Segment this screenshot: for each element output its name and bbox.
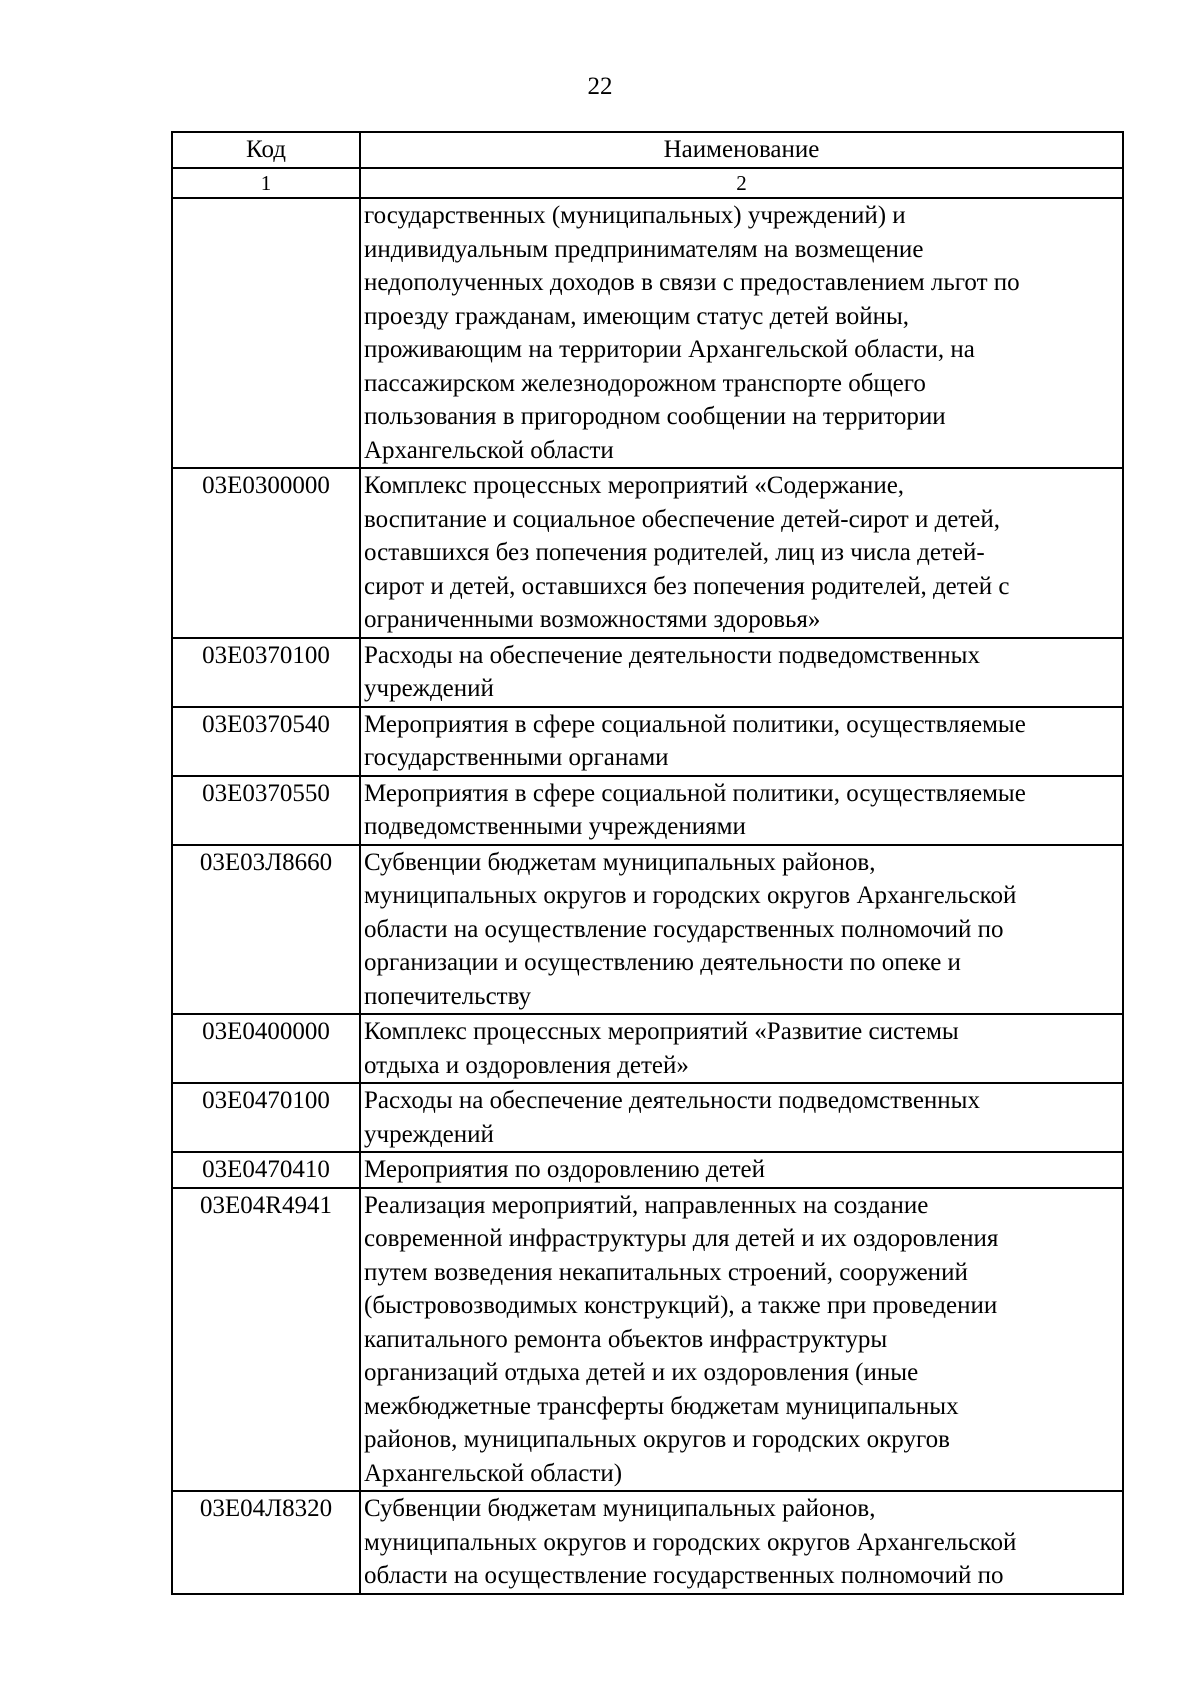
- row-name: [360, 198, 1123, 468]
- row-name-line: пассажирском железнодорожном транспорте общего: [364, 369, 926, 397]
- row-name-line: воспитание и социальное обеспечение детей-сирот и детей,: [364, 505, 1001, 533]
- row-name-line: сирот и детей, оставшихся без попечения родителей, детей с: [364, 572, 1010, 600]
- row-name-line: муниципальных округов и городских округов Архангельской: [364, 882, 1017, 909]
- row-name-line: проживающим на территории Архангельской области, на: [364, 336, 975, 363]
- row-name: [360, 1083, 1123, 1152]
- row-name-line: ограниченными возможностями здоровья»: [364, 606, 821, 633]
- row-name-line: учреждений: [364, 1120, 494, 1148]
- row-code: 03Е04Л8320: [172, 1491, 360, 1594]
- header-code: Код: [172, 132, 360, 168]
- row-name-line: (быстровозводимых конструкций), а также при проведении: [364, 1292, 998, 1319]
- table-row: [172, 1014, 1123, 1083]
- row-name-line: Субвенции бюджетам муниципальных районов,: [364, 848, 876, 876]
- row-code: 03Е04R4941: [172, 1188, 360, 1492]
- row-name-line: области на осуществление государственных полномочий по: [364, 915, 1004, 943]
- table-row: [172, 1491, 1123, 1594]
- row-name-line: Реализация мероприятий, направленных на создание: [364, 1191, 929, 1219]
- row-name-line: муниципальных округов и городских округов Архангельской: [364, 1528, 1017, 1556]
- row-name-line: попечительству: [364, 982, 532, 1010]
- row-name-line: Субвенции бюджетам муниципальных районов,: [364, 1495, 876, 1522]
- table-row: [172, 198, 1123, 468]
- row-name: [360, 1014, 1123, 1083]
- row-name: [360, 638, 1123, 707]
- row-name-line: пользования в пригородном сообщении на территории: [364, 403, 946, 430]
- table-row: [172, 845, 1123, 1015]
- row-code: 03Е0400000: [172, 1014, 360, 1083]
- row-name: [360, 707, 1123, 776]
- row-name-line: индивидуальным предпринимателям на возмещение: [364, 235, 924, 263]
- row-name: [360, 1152, 1123, 1188]
- row-name-line: Комплекс процессных мероприятий «Развитие системы: [364, 1018, 959, 1045]
- header-name: Наименование: [360, 132, 1123, 168]
- row-name-line: межбюджетные трансферты бюджетам муниципальных: [364, 1392, 959, 1420]
- row-name-line: районов, муниципальных округов и городских округов: [364, 1426, 950, 1453]
- table-row: [172, 1083, 1123, 1152]
- table-row: [172, 707, 1123, 776]
- row-name: [360, 845, 1123, 1015]
- row-code: 03Е0370540: [172, 707, 360, 776]
- row-name-line: Мероприятия по оздоровлению детей: [364, 1156, 766, 1183]
- row-name-line: отдыха и оздоровления детей»: [364, 1051, 689, 1079]
- table-row: [172, 638, 1123, 707]
- row-name-line: проезду гражданам, имеющим статус детей войны,: [364, 302, 910, 330]
- row-code: 03Е03Л8660: [172, 845, 360, 1015]
- row-code: 03Е0470410: [172, 1152, 360, 1188]
- row-name-line: организаций отдыха детей и их оздоровления (иные: [364, 1359, 919, 1386]
- column-number-row: [172, 168, 1123, 198]
- row-name: [360, 776, 1123, 845]
- row-name-line: Мероприятия в сфере социальной политики, осуществляемые: [364, 710, 1026, 738]
- row-name-line: учреждений: [364, 675, 494, 702]
- row-name-line: Расходы на обеспечение деятельности подведомственных: [364, 641, 980, 669]
- row-name: [360, 1188, 1123, 1492]
- row-name-line: области на осуществление государственных полномочий по: [364, 1562, 1004, 1589]
- page-number: 22: [587, 73, 613, 100]
- column-number-code: 1: [172, 168, 360, 198]
- row-name-line: организации и осуществлению деятельности по опеке и: [364, 949, 961, 976]
- row-name-line: подведомственными учреждениями: [364, 813, 746, 840]
- table-header-row: [172, 132, 1123, 168]
- row-name-line: оставшихся без попечения родителей, лиц из числа детей-: [364, 539, 985, 566]
- table-row: [172, 776, 1123, 845]
- row-name-line: современной инфраструктуры для детей и их оздоровления: [364, 1225, 999, 1252]
- table-body: [172, 132, 1123, 1594]
- row-code: 03Е0300000: [172, 468, 360, 638]
- table-row: [172, 1188, 1123, 1492]
- row-code: [172, 198, 360, 468]
- row-name: [360, 1491, 1123, 1594]
- row-name-line: государственных (муниципальных) учреждений) и: [364, 202, 906, 229]
- row-code: 03Е0370550: [172, 776, 360, 845]
- column-number-name: 2: [360, 168, 1123, 198]
- row-code: 03Е0470100: [172, 1083, 360, 1152]
- row-name-line: Архангельской области: [364, 436, 614, 464]
- row-name-line: путем возведения некапитальных строений, сооружений: [364, 1258, 968, 1286]
- row-name-line: Архангельской области): [364, 1459, 623, 1487]
- table-row: [172, 1152, 1123, 1188]
- row-name-line: Комплекс процессных мероприятий «Содержание,: [364, 472, 905, 499]
- row-code: 03Е0370100: [172, 638, 360, 707]
- row-name-line: Расходы на обеспечение деятельности подведомственных: [364, 1087, 980, 1114]
- row-name: [360, 468, 1123, 638]
- row-name-line: капитального ремонта объектов инфраструктуры: [364, 1325, 888, 1353]
- row-name-line: государственными органами: [364, 744, 669, 771]
- row-name-line: Мероприятия в сфере социальной политики, осуществляемые: [364, 779, 1026, 807]
- table-row: [172, 468, 1123, 638]
- budget-code-table: [171, 131, 1124, 1595]
- row-name-line: недополученных доходов в связи с предоставлением льгот по: [364, 269, 1020, 296]
